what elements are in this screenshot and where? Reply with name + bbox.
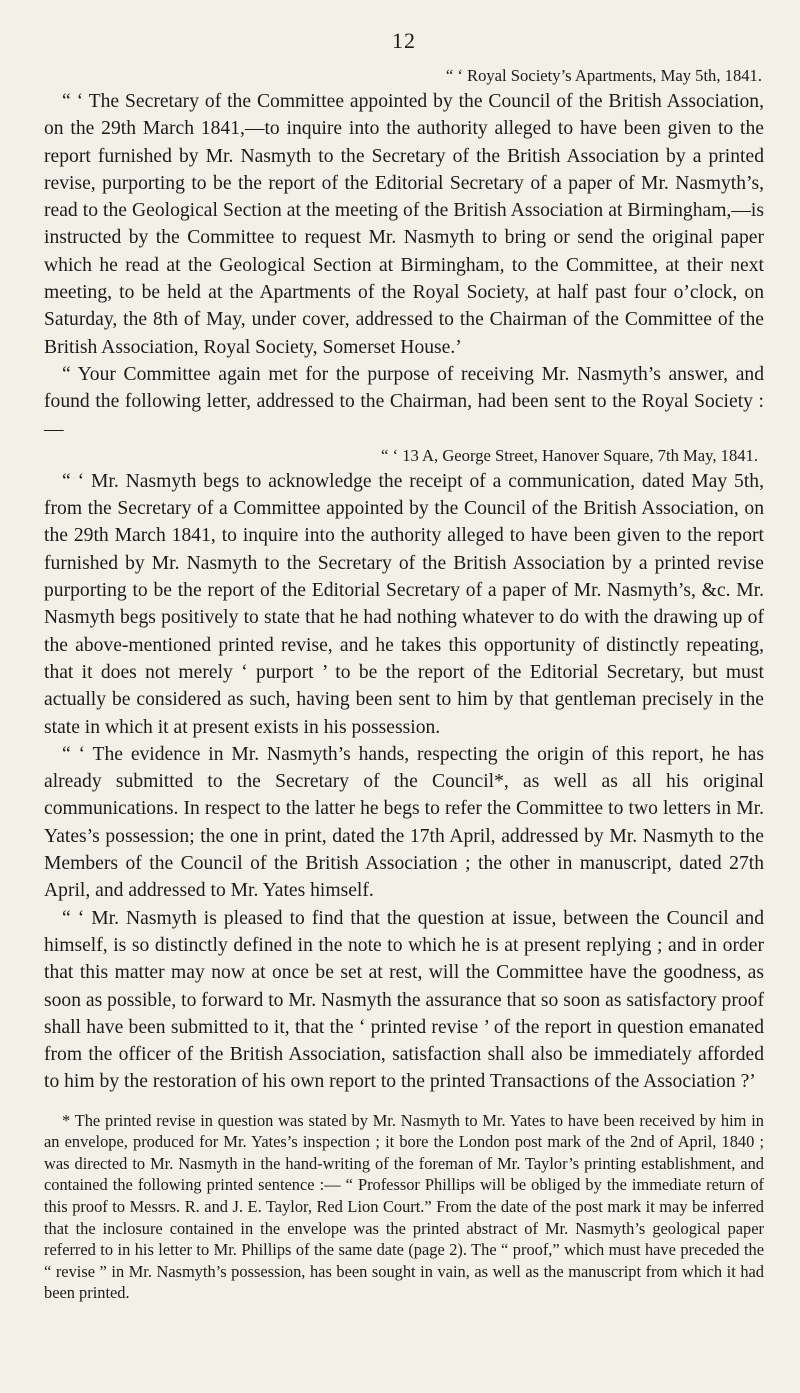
dateline-george-street: “ ‘ 13 A, George Street, Hanover Square, 7th May, 1841. [381,445,758,465]
paragraph-nasmyth-acknowledges: “ ‘ Mr. Nasmyth begs to acknowledge the receipt of a communication, dated May 5th, from the Secretary of a Committee appointed by the Council of the British Association, on the 29th March 1841, to inquire into the authority alleged to have been given to the report furnished by Mr. Nasmyth to the Secretary of the British Association by a printed revise purporting to be the report of the Editorial Secretary of a paper of Mr. Nasmyth’s, &c. Mr. Nasmyth begs positively to state that he had nothing whatever to do with the drawing up of the above-mentioned printed revise, and he takes this opportunity of distinctly repeating, that it does not merely ‘ purport ’ to be the report of the Editorial Secretary, but must actually be considered as such, having been sent to him by that gentleman precisely in the state in which it at present exists in his possession. [44,470,764,738]
footnote-text: * The printed revise in question was stated by Mr. Nasmyth to Mr. Yates to have been received by him in an envelope, produced for Mr. Yates’s inspection ; it bore the London post mark of the 2nd of April, 1840 ; was directed to Mr. Nasmyth in the hand-writing of the foreman of Mr. Taylor’s printing establishment, and contained the following printed sentence :— “ Professor Phillips will be obliged by the immediate return of this proof to Messrs. R. and J. E. Taylor, Red Lion Court.” From the date of the post mark it may be inferred that the inclosure contained in the envelope was the printed abstract of Mr. Nasmyth’s geological paper referred to in his letter to Mr. Phillips of the same date (page 2). The “ proof,” which must have preceded the “ revise ” in Mr. Nasmyth’s possession, has been sought in vain, as well as the manuscript from which it had been printed. [44,1110,764,1303]
paragraph-secretary-request: “ ‘ The Secretary of the Committee appointed by the Council of the British Association, on the 29th March 1841,—to inquire into the authority alleged to have been given to the report furnished by Mr. Nasmyth to the Secretary of the British Association by a printed revise, purporting to be the report of the Editorial Secretary of a paper of Mr. Nasmyth’s, read to the Geological Section at the meeting of the British Association at Birmingham,—is instructed by the Committee to request Mr. Nasmyth to bring or send the original paper which he read at the Geological Section at Birmingham, to the Committee, at their next meeting, to be held at the Apartments of the Royal Society, at half past four o’clock, on Saturday, the 8th of May, under cover, addressed to the Chairman of the Committee of the British Association, Royal Society, Somerset House.’ [44,91,764,358]
page-number: 12 [392,28,416,53]
body-text [44,64,764,1096]
dateline-royal-society: “ ‘ Royal Society’s Apartments, May 5th, 1841. [445,66,762,85]
paragraph-evidence: “ ‘ The evidence in Mr. Nasmyth’s hands, respecting the origin of this report, he has already submitted to the Secretary of the Council*, as well as all his original communications. In respect to the latter he begs to refer the Committee to two letters in Mr. Yates’s possession; the one in print, dated the 17th April, addressed by Mr. Nasmyth to the Members of the Council of the British Association ; the other in manuscript, dated 27th April, and addressed to Mr. Yates himself. [44,743,764,902]
footnote [44,1110,764,1304]
paragraph-committee-met: “ Your Committee again met for the purpose of receiving Mr. Nasmyth’s answer, and found the following letter, addressed to the Chairman, had been sent to the Royal Society :— [44,363,764,440]
paragraph-question-at-issue: “ ‘ Mr. Nasmyth is pleased to find that the question at issue, between the Council and himself, is so distinctly defined in the note to which he is at present replying ; and in order that this matter may now at once be set at rest, will the Committee have the goodness, as soon as possible, to forward to Mr. Nasmyth the assurance that so soon as satisfactory proof shall have been submitted to it, that the ‘ printed revise ’ of the report in question emanated from the officer of the British Association, satisfaction shall also be immediately afforded to him by the restoration of his own report to the printed Transactions of the Association ?’ [44,907,764,1093]
